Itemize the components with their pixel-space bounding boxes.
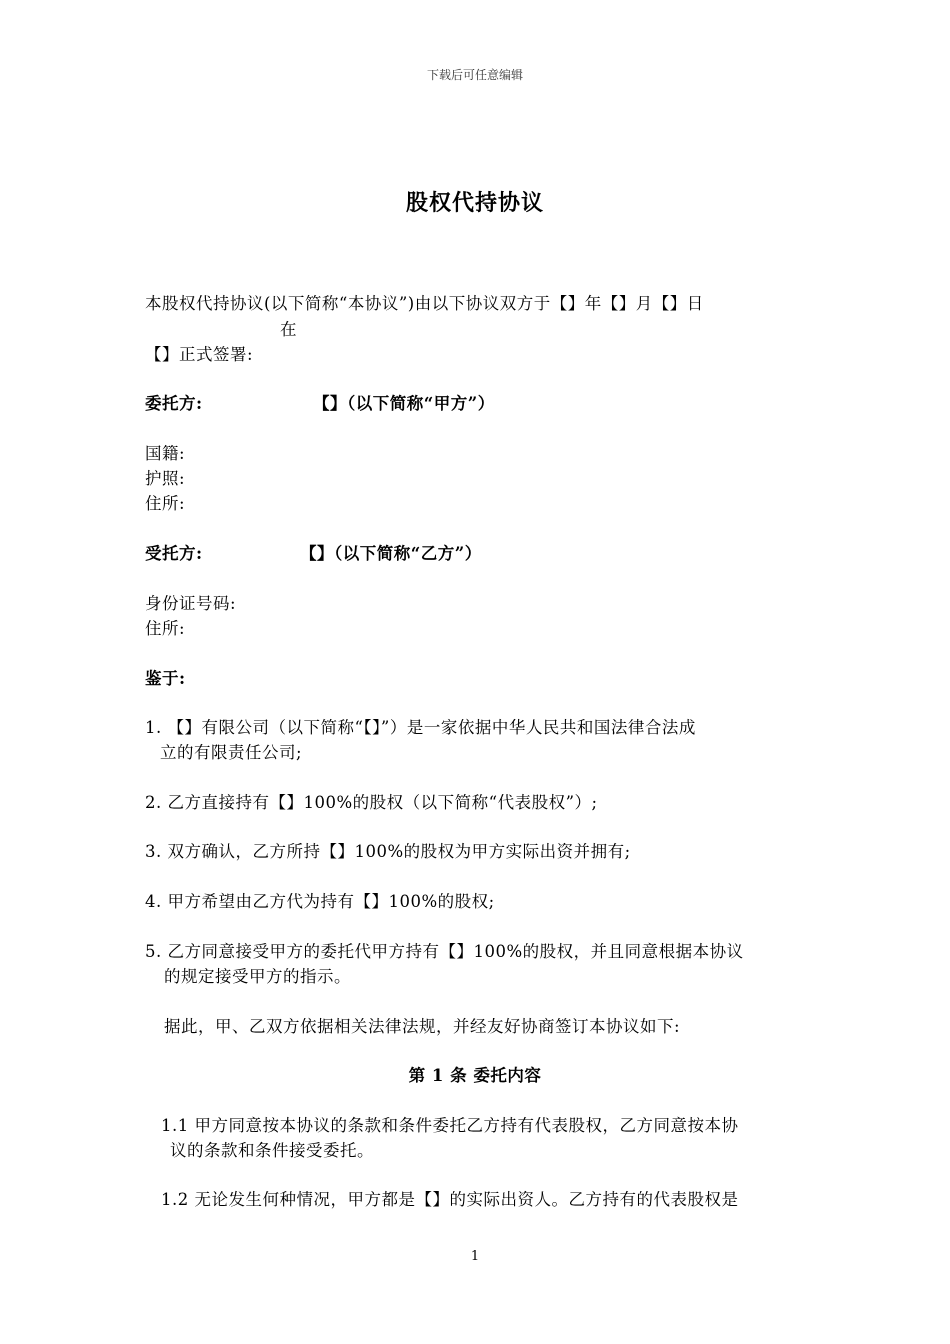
party-a-name: 【】（以下简称“甲方”） bbox=[313, 394, 495, 413]
article-1-heading: 第 1 条 委托内容 bbox=[408, 1066, 542, 1085]
whereas-item-5-line-1: 5. 乙方同意接受甲方的委托代甲方持有【】100%的股权，并且同意根据本协议 bbox=[145, 942, 744, 961]
clause-1-2-line-1: 1.2 无论发生何种情况，甲方都是【】的实际出资人。乙方持有的代表股权是 bbox=[161, 1190, 739, 1209]
party-b-label: 受托方: bbox=[145, 544, 203, 563]
party-b-address: 住所: bbox=[145, 619, 186, 638]
party-a-label: 委托方: bbox=[145, 394, 203, 413]
whereas-item-1-line-2: 立的有限责任公司; bbox=[160, 743, 303, 762]
party-a-nationality: 国籍: bbox=[145, 444, 186, 463]
whereas-item-3: 3. 双方确认，乙方所持【】100%的股权为甲方实际出资并拥有; bbox=[145, 842, 631, 861]
intro-line-3: 【】正式签署: bbox=[145, 345, 254, 364]
party-a-passport: 护照: bbox=[145, 469, 186, 488]
page-number: 1 bbox=[470, 1249, 480, 1264]
party-b-name: 【】（以下简称“乙方”） bbox=[300, 544, 482, 563]
clause-1-1-line-2: 议的条款和条件接受委托。 bbox=[170, 1141, 374, 1160]
intro-line-2: 在 bbox=[280, 320, 297, 339]
page-header: 下载后可任意编辑 bbox=[426, 68, 523, 82]
whereas-label: 鉴于: bbox=[145, 669, 186, 688]
conclusion-paragraph: 据此，甲、乙双方依据相关法律法规，并经友好协商签订本协议如下: bbox=[164, 1017, 681, 1036]
whereas-item-2: 2. 乙方直接持有【】100%的股权（以下简称“代表股权”）; bbox=[145, 793, 598, 812]
intro-line-1: 本股权代持协议(以下简称“本协议”)由以下协议双方于【】年【】月【】日 bbox=[145, 294, 704, 313]
party-b-id-number: 身份证号码: bbox=[145, 594, 237, 613]
party-a-address: 住所: bbox=[145, 494, 186, 513]
document-title: 股权代持协议 bbox=[405, 190, 544, 216]
whereas-item-1-line-1: 1. 【】有限公司（以下简称“【】”）是一家依据中华人民共和国法律合法成 bbox=[145, 718, 696, 737]
whereas-item-5-line-2: 的规定接受甲方的指示。 bbox=[164, 967, 351, 986]
whereas-item-4: 4. 甲方希望由乙方代为持有【】100%的股权; bbox=[145, 892, 495, 911]
clause-1-1-line-1: 1.1 甲方同意按本协议的条款和条件委托乙方持有代表股权，乙方同意按本协 bbox=[161, 1116, 739, 1135]
